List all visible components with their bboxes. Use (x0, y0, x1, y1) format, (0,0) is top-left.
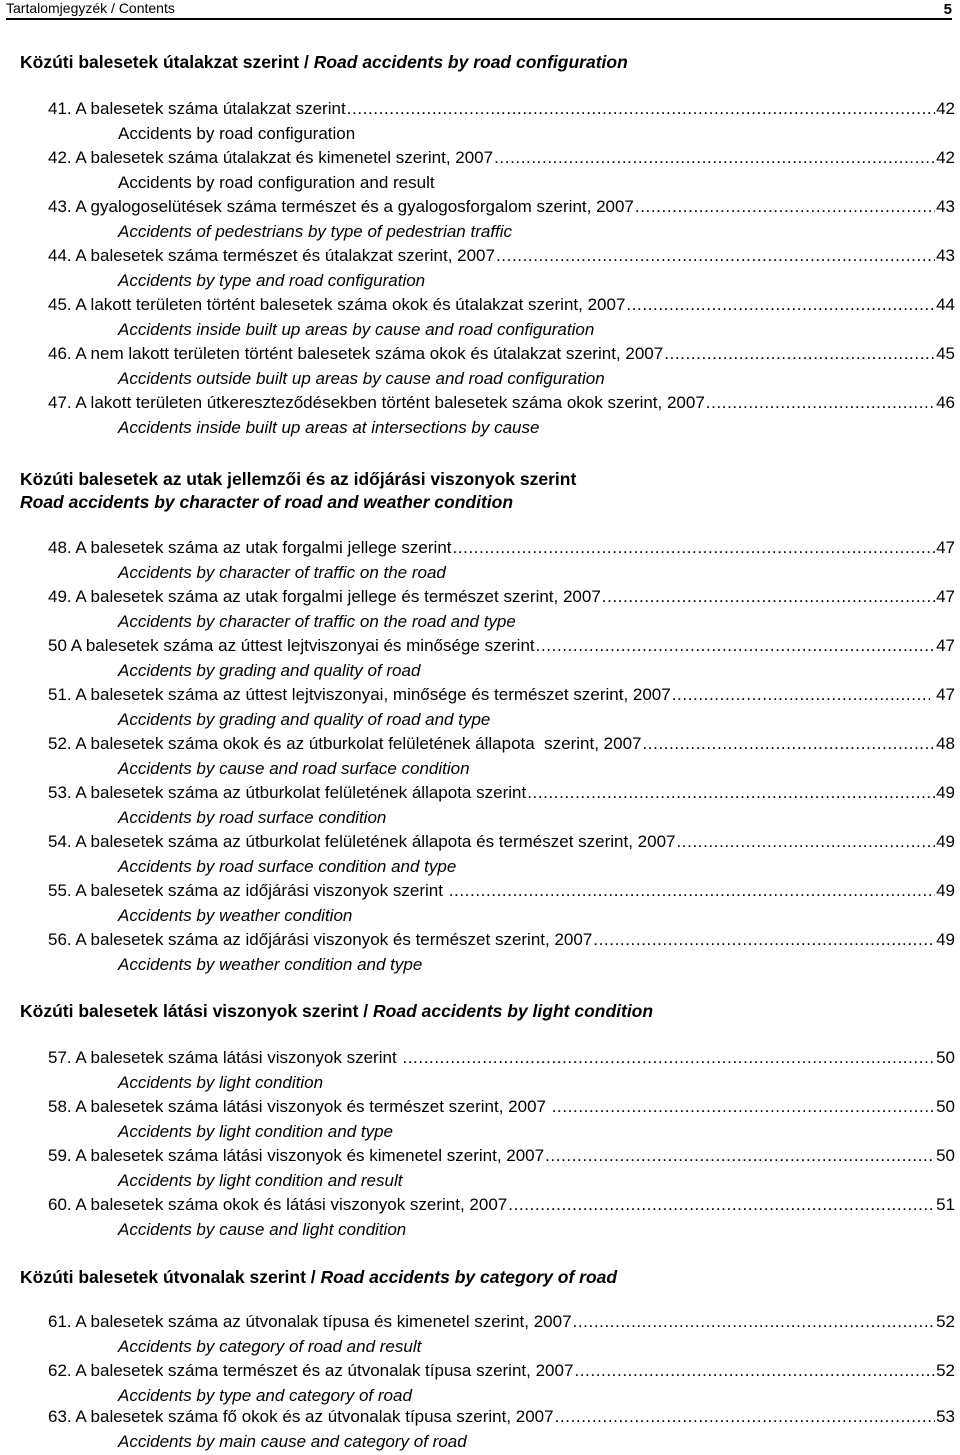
toc-entry-page: 51 (936, 1195, 955, 1214)
toc-entry-title: 53. A balesetek száma az útburkolat felületének állapota szerint (48, 783, 527, 802)
page-header (6, 0, 952, 20)
section-title-en: Road accidents by character of road and weather condition (20, 492, 514, 512)
toc-entry-59[interactable] (48, 1144, 955, 1193)
header-page-number: 5 (943, 1, 952, 18)
dot-leader (574, 1359, 935, 1384)
toc-entry-page: 49 (936, 783, 955, 802)
toc-entry-subtitle: Accidents by cause and light condition (118, 1219, 407, 1239)
toc-entry-51[interactable] (48, 683, 955, 732)
toc-entry-title: 57. A balesetek száma látási viszonyok szerint (48, 1048, 402, 1067)
toc-entry-subtitle: Accidents by weather condition and type (118, 954, 423, 974)
toc-entry-subtitle: Accidents by light condition (118, 1072, 324, 1092)
toc-entry-subtitle: Accidents inside built up areas by cause and road configuration (118, 319, 595, 339)
toc-entry-page: 49 (936, 832, 955, 851)
dot-leader (449, 879, 935, 904)
toc-entry-subtitle: Accidents inside built up areas at intersections by cause (118, 417, 540, 437)
section-title-hu: Közúti balesetek útvonalak szerint / (20, 1267, 321, 1287)
toc-entry-page: 46 (936, 393, 955, 412)
dot-leader (635, 195, 935, 220)
toc-entry-subtitle: Accidents by type and road configuration (118, 270, 426, 290)
section-title-en: Road accidents by category of road (320, 1267, 618, 1287)
toc-entry-title: 60. A balesetek száma okok és látási viszonyok szerint, 2007 (48, 1195, 508, 1214)
toc-entry-title: 47. A lakott területen útkereszteződésekben történt balesetek száma okok szerint, 2007 (48, 393, 705, 412)
toc-entry-56[interactable] (48, 928, 955, 977)
toc-entry-subtitle: Accidents by category of road and result (118, 1336, 422, 1356)
toc-entry-55[interactable] (48, 879, 955, 928)
dot-leader (527, 781, 935, 806)
toc-entry-42[interactable] (48, 146, 955, 195)
toc-entry-page: 52 (936, 1312, 955, 1331)
dot-leader (602, 585, 935, 610)
toc-entry-page: 47 (931, 685, 955, 704)
toc-entry-52[interactable] (48, 732, 955, 781)
toc-entry-page: 47 (936, 587, 955, 606)
dot-leader (545, 1144, 935, 1169)
toc-entry-57[interactable] (48, 1046, 955, 1095)
toc-entry-page: 49 (936, 930, 955, 949)
dot-leader (593, 928, 935, 953)
toc-entry-subtitle: Accidents by type and category of road (118, 1385, 412, 1405)
section-title-en: Road accidents by road configuration (313, 52, 628, 72)
toc-entry-page: 42 (936, 99, 955, 118)
dot-leader (642, 732, 935, 757)
toc-entry-title: 45. A lakott területen történt balesetek száma okok és útalakzat szerint, 2007 (48, 295, 626, 314)
toc-entry-title: 61. A balesetek száma az útvonalak típusa és kimenetel szerint, 2007 (48, 1312, 572, 1331)
toc-entry-subtitle: Accidents by weather condition (118, 905, 353, 925)
toc-entry-title: 56. A balesetek száma az időjárási viszonyok és természet szerint, 2007 (48, 930, 593, 949)
toc-entry-subtitle: Accidents by character of traffic on the road (118, 562, 446, 582)
toc-entry-page: 53 (936, 1407, 955, 1426)
toc-entry-subtitle: Accidents by road configuration (118, 123, 356, 143)
dot-leader (536, 634, 935, 659)
section-heading-road-character-weather (20, 468, 576, 514)
toc-entry-53[interactable] (48, 781, 955, 830)
dot-leader (347, 97, 935, 122)
toc-entry-page: 50 (936, 1048, 955, 1067)
section-title-hu: Közúti balesetek útalakzat szerint / (20, 52, 314, 72)
section-title-hu: Közúti balesetek az utak jellemzői és az időjárási viszonyok szerint (20, 469, 577, 489)
toc-entry-58[interactable] (48, 1095, 955, 1144)
toc-entry-page: 50 (936, 1097, 955, 1116)
toc-entry-title: 44. A balesetek száma természet és útalakzat szerint, 2007 (48, 246, 495, 265)
toc-entry-page: 43 (936, 197, 955, 216)
toc-entry-title: 58. A balesetek száma látási viszonyok és természet szerint, 2007 (48, 1097, 551, 1116)
section-heading-light-condition (20, 1000, 653, 1023)
toc-entry-title: 41. A balesetek száma útalakzat szerint (48, 99, 346, 118)
toc-entry-title: 46. A nem lakott területen történt balesetek száma okok és útalakzat szerint, 2007 (48, 344, 664, 363)
toc-entry-page: 48 (936, 734, 955, 753)
toc-entry-subtitle: Accidents by road surface condition (118, 807, 387, 827)
toc-entry-63[interactable] (48, 1405, 955, 1454)
toc-entry-title: 59. A balesetek száma látási viszonyok és kimenetel szerint, 2007 (48, 1146, 545, 1165)
toc-entry-subtitle: Accidents outside built up areas by cause and road configuration (118, 368, 605, 388)
toc-entry-43[interactable] (48, 195, 955, 244)
section-heading-road-category (20, 1266, 617, 1289)
header-title: Tartalomjegyzék / Contents (6, 0, 175, 16)
toc-entry-subtitle: Accidents by grading and quality of road (118, 660, 421, 680)
toc-entry-title: 49. A balesetek száma az utak forgalmi jellege és természet szerint, 2007 (48, 587, 601, 606)
toc-entry-44[interactable] (48, 244, 955, 293)
dot-leader (676, 830, 935, 855)
dot-leader (664, 342, 935, 367)
toc-entry-subtitle: Accidents of pedestrians by type of pedestrian traffic (118, 221, 513, 241)
toc-entry-title: 48. A balesetek száma az utak forgalmi jellege szerint (48, 538, 452, 557)
toc-entry-page: 47 (936, 538, 955, 557)
dot-leader (496, 244, 935, 269)
dot-leader (552, 1095, 935, 1120)
section-heading-road-configuration (20, 51, 628, 74)
dot-leader (672, 683, 931, 708)
toc-entry-page: 52 (936, 1361, 955, 1380)
toc-entry-page: 42 (936, 148, 955, 167)
toc-entry-subtitle: Accidents by character of traffic on the road and type (118, 611, 516, 631)
toc-entry-title: 51. A balesetek száma az úttest lejtviszonyai, minősége és természet szerint, 2007 (48, 685, 671, 704)
toc-entry-subtitle: Accidents by light condition and result (118, 1170, 403, 1190)
toc-entry-subtitle: Accidents by light condition and type (118, 1121, 394, 1141)
section-title-en: Road accidents by light condition (373, 1001, 654, 1021)
toc-entry-41[interactable] (48, 97, 955, 146)
dot-leader (494, 146, 935, 171)
toc-entry-50[interactable] (48, 634, 955, 683)
dot-leader (573, 1310, 936, 1335)
toc-entry-subtitle: Accidents by main cause and category of road (118, 1431, 467, 1451)
toc-entry-title: 42. A balesetek száma útalakzat és kimenetel szerint, 2007 (48, 148, 494, 167)
toc-entry-page: 50 (936, 1146, 955, 1165)
toc-entry-61[interactable] (48, 1310, 955, 1359)
toc-entry-49[interactable] (48, 585, 955, 634)
dot-leader (626, 293, 935, 318)
toc-entry-title: 50 A balesetek száma az úttest lejtviszonyai és minősége szerint (48, 636, 535, 655)
dot-leader (555, 1405, 935, 1430)
toc-entry-title: 54. A balesetek száma az útburkolat felületének állapota és természet szerint, 2007 (48, 832, 676, 851)
toc-entry-title: 55. A balesetek száma az időjárási viszonyok szerint (48, 881, 448, 900)
toc-entry-45[interactable] (48, 293, 955, 342)
toc-entry-page: 47 (936, 636, 955, 655)
toc-entry-54[interactable] (48, 830, 955, 879)
toc-entry-page: 45 (936, 344, 955, 363)
toc-entry-46[interactable] (48, 342, 955, 391)
toc-entry-title: 62. A balesetek száma természet és az útvonalak típusa szerint, 2007 (48, 1361, 574, 1380)
toc-entry-47[interactable] (48, 391, 955, 440)
dot-leader (508, 1193, 935, 1218)
dot-leader (453, 536, 936, 561)
toc-entry-subtitle: Accidents by road configuration and result (118, 172, 435, 192)
toc-entry-subtitle: Accidents by cause and road surface condition (118, 758, 470, 778)
toc-entry-page: 43 (936, 246, 955, 265)
toc-entry-title: 43. A gyalogoselütések száma természet és a gyalogosforgalom szerint, 2007 (48, 197, 634, 216)
toc-entry-title: 52. A balesetek száma okok és az útburkolat felületének állapota szerint, 2007 (48, 734, 642, 753)
toc-entry-60[interactable] (48, 1193, 955, 1242)
toc-entry-subtitle: Accidents by road surface condition and type (118, 856, 457, 876)
toc-entry-subtitle: Accidents by grading and quality of road and type (118, 709, 491, 729)
section-title-hu: Közúti balesetek látási viszonyok szerint / (20, 1001, 374, 1021)
toc-entry-title: 63. A balesetek száma fő okok és az útvonalak típusa szerint, 2007 (48, 1407, 554, 1426)
dot-leader (706, 391, 935, 416)
toc-entry-48[interactable] (48, 536, 955, 585)
toc-entry-62[interactable] (48, 1359, 955, 1408)
toc-entry-page: 44 (936, 295, 955, 314)
dot-leader (402, 1046, 935, 1071)
toc-entry-page: 49 (936, 881, 955, 900)
